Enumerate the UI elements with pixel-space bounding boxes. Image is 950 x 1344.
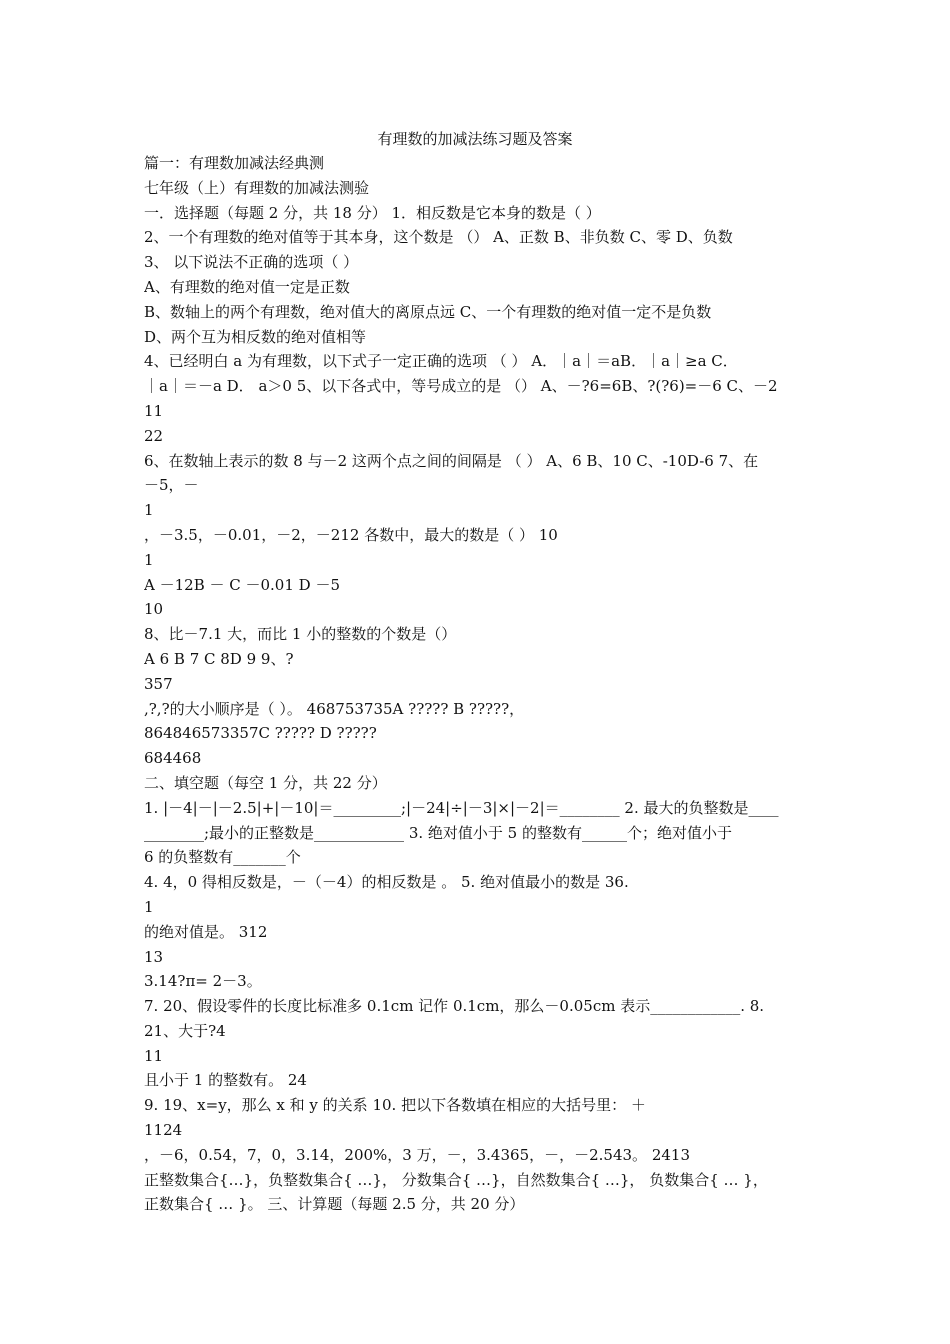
text-line: ，－3.5，－0.01，－2，－212 各数中，最大的数是（ ） 10 bbox=[144, 525, 558, 544]
text-line: 3.14?π= 2－3。 bbox=[144, 972, 262, 991]
text-line: 2、一个有理数的绝对值等于其本身，这个数是 （） A、正数 B、非负数 C、零 D、负数 bbox=[144, 228, 733, 247]
text-line: 7. 20、假设零件的长度比标准多 0.1cm 记作 0.1cm，那么－0.05cm 表示____________. 8. bbox=[144, 997, 765, 1016]
text-line: 6 的负整数有_______个 bbox=[144, 848, 301, 867]
text-line: 二、填空题（每空 1 分，共 22 分） bbox=[144, 773, 387, 792]
text-line: 13 bbox=[144, 947, 164, 966]
text-line: 一．选择题（每题 2 分，共 18 分） 1．相反数是它本身的数是（ ） bbox=[144, 203, 601, 222]
text-line: 1 bbox=[144, 897, 154, 916]
text-line: A、有理数的绝对值一定是正数 bbox=[144, 277, 350, 296]
text-line: 的绝对值是。 312 bbox=[144, 922, 268, 941]
document-body bbox=[144, 151, 812, 1217]
text-line: 864846573357C ????? D ????? bbox=[144, 724, 377, 743]
text-line: 357 bbox=[144, 674, 173, 693]
text-line: 11 bbox=[144, 401, 164, 420]
text-line: B、数轴上的两个有理数，绝对值大的离原点远 C、一个有理数的绝对值一定不是负数 bbox=[144, 302, 712, 321]
text-line: A 6 B 7 C 8D 9 9、? bbox=[144, 649, 294, 668]
text-line: 1 bbox=[144, 550, 154, 569]
text-line: 1. |－4|－|－2.5|+|－10|＝_________;|－24|÷|－3|×|－2|＝________ 2. 最大的负整数是____ bbox=[144, 798, 779, 817]
text-line: A －12B － C －0.01 D －5 bbox=[144, 575, 340, 594]
text-line: 684468 bbox=[144, 749, 202, 768]
text-line: ｜a｜＝－a D． a＞0 5、以下各式中，等号成立的是 （） A、－?6=6B、?(?6)=－6 C、－2 bbox=[144, 377, 778, 396]
text-line: 9. 19、x=y，那么 x 和 y 的关系 10. 把以下各数填在相应的大括号里： ＋ bbox=[144, 1096, 646, 1115]
text-line: 3、 以下说法不正确的选项（ ） bbox=[144, 253, 359, 272]
text-line: 8、比－7.1 大，而比 1 小的整数的个数是（） bbox=[144, 625, 457, 644]
text-line: 1 bbox=[144, 501, 154, 520]
text-line: 且小于 1 的整数有。 24 bbox=[144, 1071, 307, 1090]
text-line: D、两个互为相反数的绝对值相等 bbox=[144, 327, 367, 346]
text-line: ,?,?的大小顺序是（ ）。 468753735A ????? B ?????， bbox=[144, 699, 525, 718]
text-line: 6、在数轴上表示的数 8 与－2 这两个点之间的间隔是 （ ） A、6 B、10 C、-10D-6 7、在 bbox=[144, 451, 759, 470]
text-line: 篇一：有理数加减法经典测 bbox=[144, 154, 325, 172]
text-line: ________;最小的正整数是____________ 3. 绝对值小于 5 的整数有______个；绝对值小于 bbox=[144, 823, 732, 842]
text-line: 21、大于?4 bbox=[144, 1021, 226, 1040]
text-line: 22 bbox=[144, 426, 164, 445]
text-line: 七年级（上）有理数的加减法测验 bbox=[144, 178, 370, 197]
text-line: 正整数集合{…}，负整数集合{ …}， 分数集合{ …}，自然数集合{ …}， 负数集合{ … }， bbox=[144, 1170, 768, 1189]
text-line: ，－6，0.54，7，0，3.14，200%，3 万，－，3.4365，－，－2.543。 2413 bbox=[144, 1145, 690, 1164]
text-line: 1124 bbox=[144, 1121, 183, 1140]
text-line: 4、已经明白 a 为有理数，以下式子一定正确的选项 （ ） A．｜a｜＝aB．｜a｜≥a C． bbox=[144, 352, 738, 371]
text-line: 10 bbox=[144, 600, 164, 619]
text-line: 4. 4，0 得相反数是，－（－4）的相反数是 。 5. 绝对值最小的数是 36. bbox=[144, 873, 629, 892]
text-line: 11 bbox=[144, 1046, 164, 1065]
text-line: －5，－ bbox=[144, 476, 199, 495]
text-line: 正数集合{ … }。 三、计算题（每题 2.5 分，共 20 分） bbox=[144, 1195, 525, 1214]
document-title: 有理数的加减法练习题及答案 bbox=[377, 130, 573, 148]
